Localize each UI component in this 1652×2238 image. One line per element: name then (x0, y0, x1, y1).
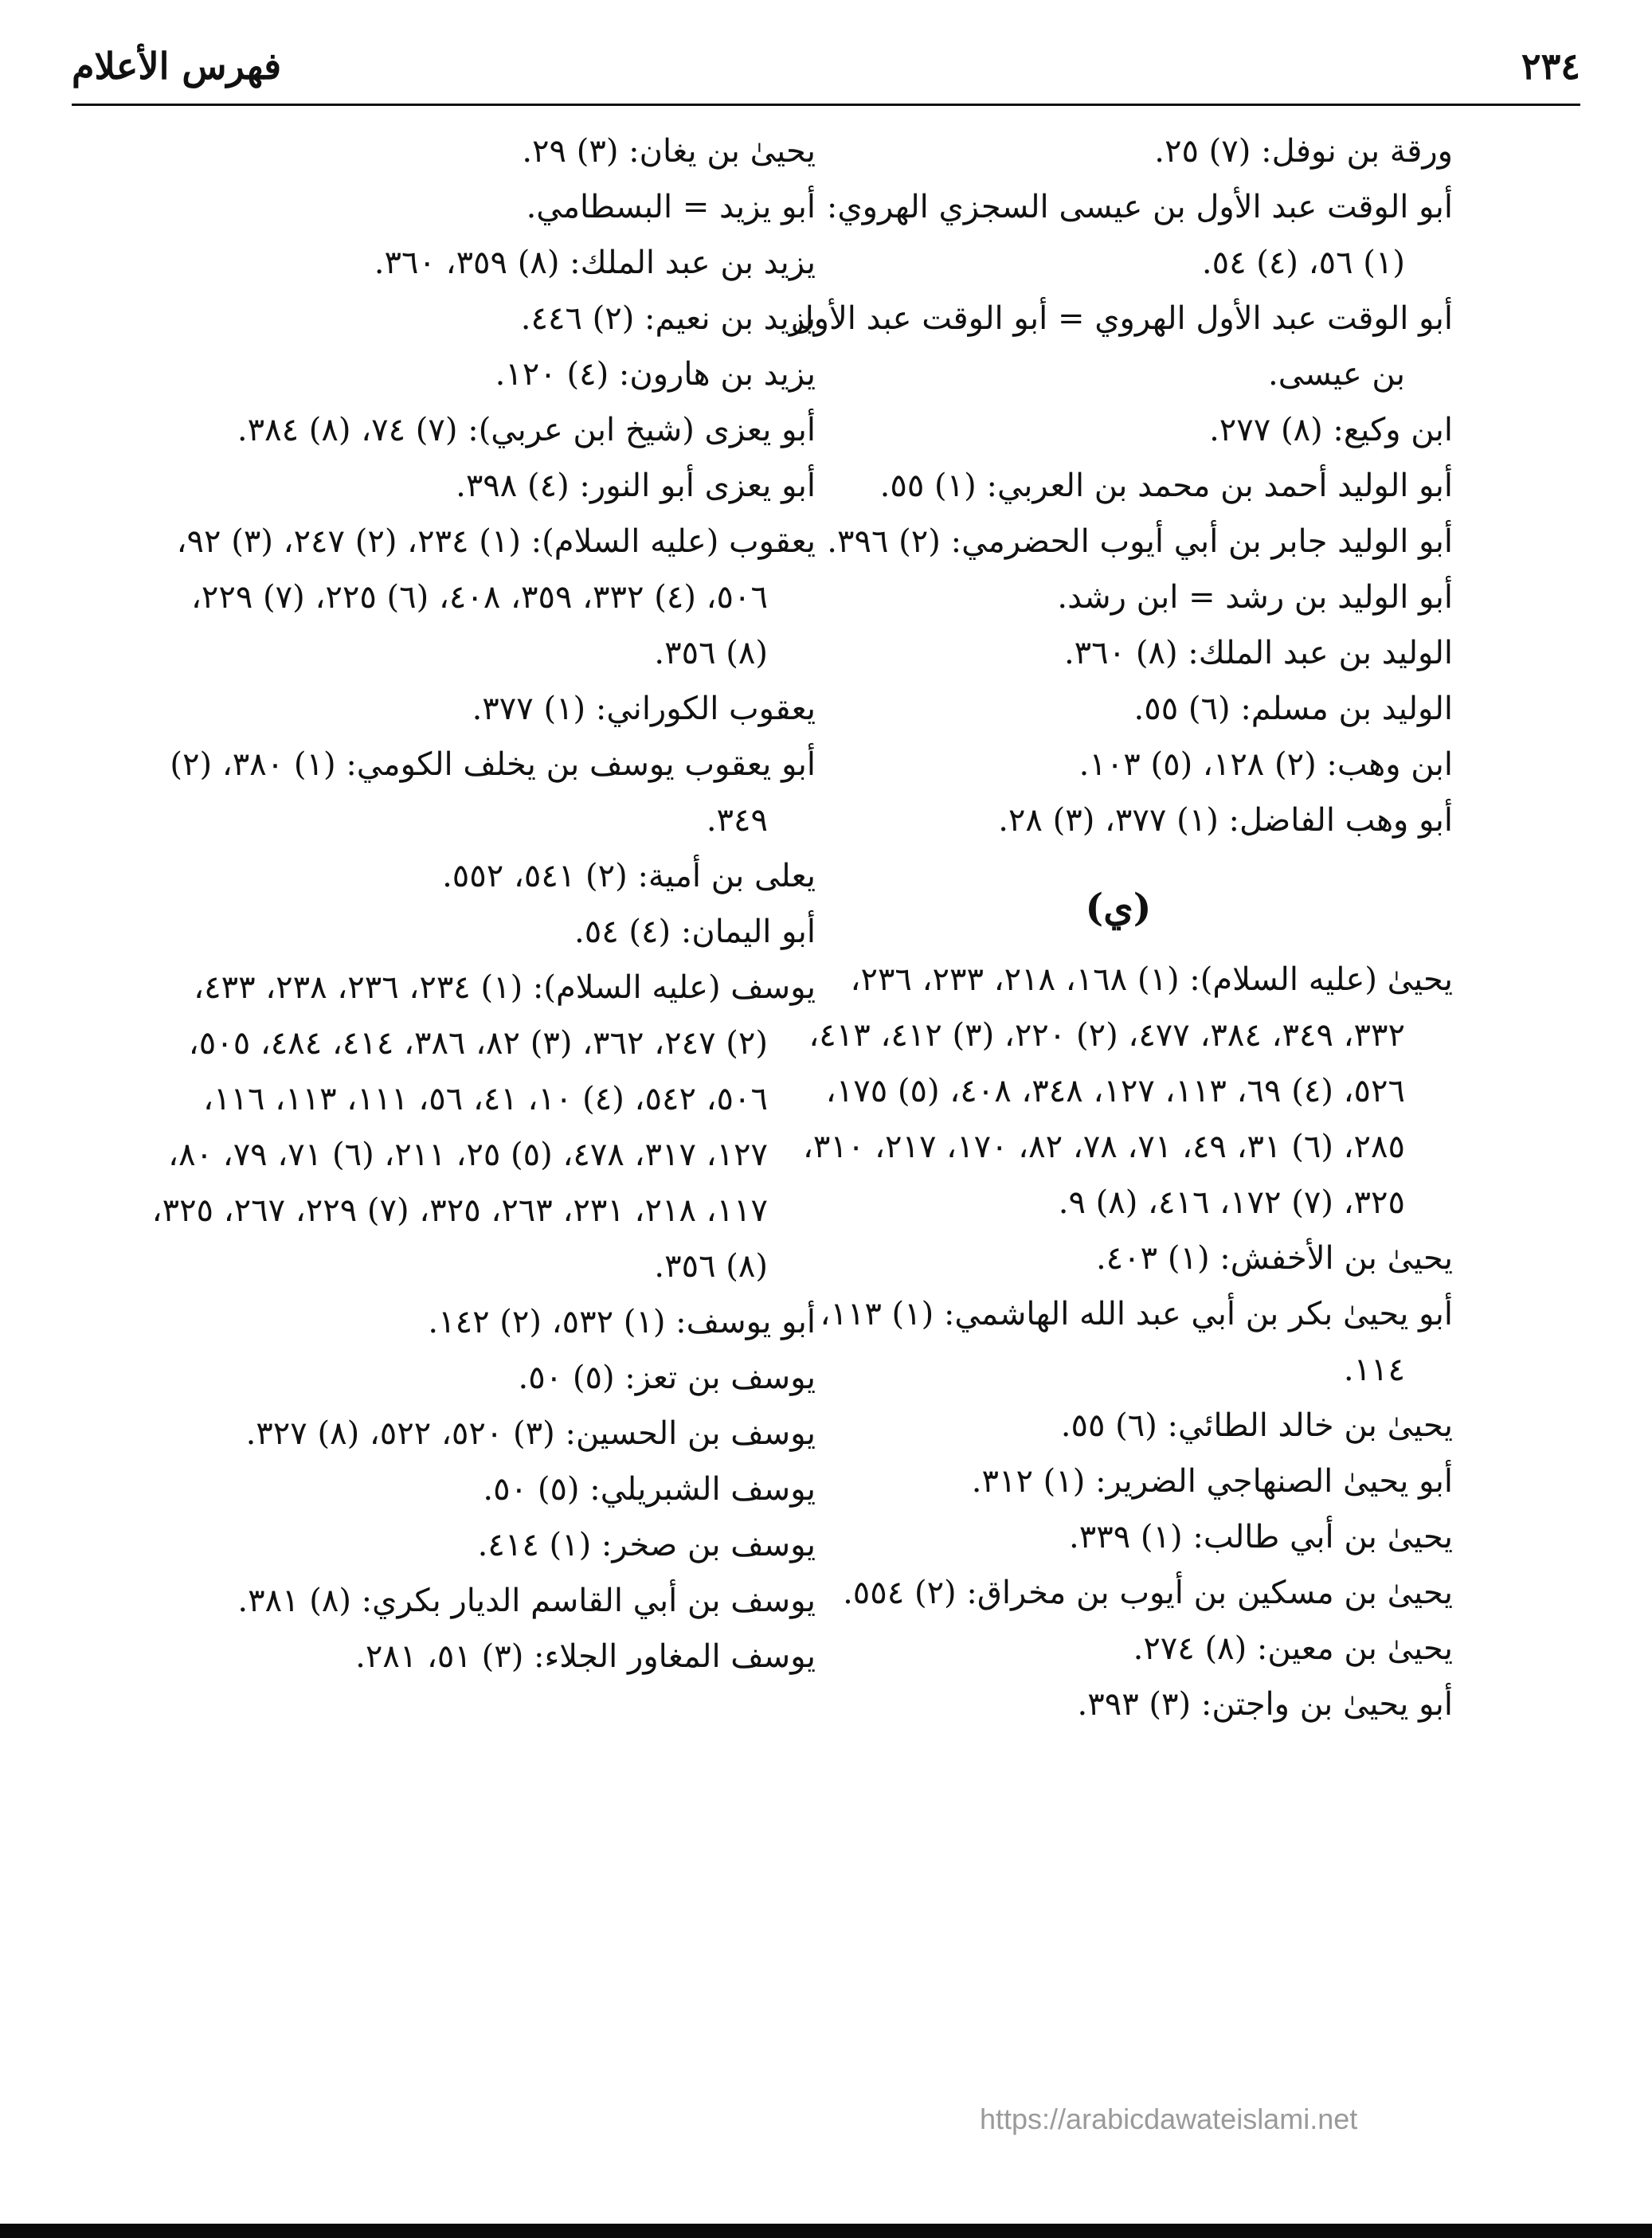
index-entry: يزيد بن نعيم: (٢) ٤٤٦. (520, 300, 816, 337)
index-entry: الوليد بن مسلم: (٦) ٥٥. (1133, 691, 1453, 727)
index-entry: يحيىٰ (عليه السلام): (١) ١٦٨، ٢١٨، ٢٣٣، ٢٣٦، ٣٣٢، ٣٤٩، ٣٨٤، ٤٧٧، (٢) ٢٢٠، (٣) ٤١٢، ٤١٣، ٥٢٦، (٤) ٦٩، ١١٣، ١٢٧، ٣٤٨، ٤٠٨، (٥) ١٧٥، ٢٨٥، (٦) ٣١، ٤٩، ٧١، ٧٨، ٨٢، ١٧٠، ٢١٧، ٣١٠، ٣٢٥، (٧) ١٧٢، ٤١٦، (٨) ٩. (803, 961, 1453, 1221)
index-entry: أبو وهب الفاضل: (١) ٣٧٧، (٣) ٢٨. (998, 802, 1453, 839)
index-entry: أبو اليمان: (٤) ٥٤. (574, 914, 816, 950)
scan-edge-bar (0, 2224, 1652, 2238)
index-entry: أبو الوليد جابر بن أبي أيوب الحضرمي: (٢) ٣٩٦. (827, 523, 1453, 560)
index-entry: أبو الوقت عبد الأول الهروي = أبو الوقت عبد الأول بن عيسى. (790, 300, 1453, 393)
index-entry: يوسف بن صخر: (١) ٤١٤. (477, 1527, 816, 1563)
index-entry: ابن وهب: (٢) ١٢٨، (٥) ١٠٣. (1078, 746, 1453, 783)
index-entry: أبو الوليد أحمد بن محمد بن العربي: (١) ٥٥. (879, 468, 1453, 504)
index-entry: يحيىٰ بن خالد الطائي: (٦) ٥٥. (1060, 1407, 1453, 1444)
index-entry: أبو يزيد = البسطامي. (526, 189, 816, 225)
left-column (147, 123, 816, 1684)
index-entry: يحيىٰ بن مسكين بن أيوب بن مخراق: (٢) ٥٥٤. (843, 1575, 1453, 1611)
index-entry: أبو الوقت عبد الأول بن عيسى السجزي الهروي: (١) ٥٦، (٤) ٥٤. (826, 189, 1453, 281)
index-entry: ابن وكيع: (٨) ٢٧٧. (1209, 412, 1453, 448)
index-entry: يوسف بن تعز: (٥) ٥٠. (518, 1360, 816, 1396)
index-entry: أبو يعقوب يوسف بن يخلف الكومي: (١) ٣٨٠، (٢) ٣٤٩. (170, 746, 816, 839)
index-entry: يوسف بن الحسين: (٣) ٥٢٠، ٥٢٢، (٨) ٣٢٧. (245, 1415, 816, 1452)
index-entry: يزيد بن هارون: (٤) ١٢٠. (495, 356, 816, 393)
index-entry: يوسف المغاور الجلاء: (٣) ٥١، ٢٨١. (355, 1638, 816, 1675)
page-number: ٢٣٤ (1521, 45, 1580, 88)
index-entry: أبو يحيىٰ بكر بن أبي عبد الله الهاشمي: (١) ١١٣، ١١٤. (820, 1296, 1453, 1388)
index-entry: أبو يوسف: (١) ٥٣٢، (٢) ١٤٢. (428, 1304, 816, 1340)
section-letter-heading: (ي) (1085, 886, 1152, 930)
index-entry: يوسف بن أبي القاسم الديار بكري: (٨) ٣٨١. (237, 1583, 816, 1619)
index-entry: ورقة بن نوفل: (٧) ٢٥. (1154, 133, 1453, 170)
index-entry: يعلى بن أمية: (٢) ٥٤١، ٥٥٢. (442, 858, 816, 894)
page-header (72, 40, 1580, 106)
watermark-url: https://arabicdawateislami.net (980, 2103, 1358, 2135)
index-entry: أبو يعزى (شيخ ابن عربي): (٧) ٧٤، (٨) ٣٨٤. (237, 412, 816, 448)
index-entry: يحيىٰ بن يغان: (٣) ٢٩. (522, 133, 816, 170)
index-entry: يزيد بن عبد الملك: (٨) ٣٥٩، ٣٦٠. (374, 245, 816, 281)
index-entry: يوسف الشبريلي: (٥) ٥٠. (483, 1471, 816, 1508)
index-entry: يحيىٰ بن معين: (٨) ٢٧٤. (1133, 1630, 1453, 1667)
index-entry: يعقوب الكوراني: (١) ٣٧٧. (472, 691, 816, 727)
index-entry: أبو الوليد بن رشد = ابن رشد. (1057, 579, 1453, 616)
index-entry: الوليد بن عبد الملك: (٨) ٣٦٠. (1063, 635, 1453, 671)
running-title: فهرس الأعلام (72, 45, 282, 88)
index-entry: أبو يحيىٰ بن واجتن: (٣) ٣٩٣. (1077, 1686, 1453, 1723)
index-entry: يعقوب (عليه السلام): (١) ٢٣٤، (٢) ٢٤٧، (٣) ٩٢، ٥٠٦، (٤) ٣٣٢، ٣٥٩، ٤٠٨، (٦) ٢٢٥، (٧) ٢٢٩، (٨) ٣٥٦. (176, 523, 816, 671)
index-entry: أبو يعزى أبو النور: (٤) ٣٩٨. (456, 468, 816, 504)
index-entry: يحيىٰ بن أبي طالب: (١) ٣٣٩. (1069, 1519, 1453, 1555)
index-entry: أبو يحيىٰ الصنهاجي الضرير: (١) ٣١٢. (971, 1463, 1453, 1500)
right-column (784, 123, 1453, 1732)
index-entry: يوسف (عليه السلام): (١) ٢٣٤، ٢٣٦، ٢٣٨، ٤٣٣، (٢) ٢٤٧، ٣٦٢، (٣) ٨٢، ٣٨٦، ٤١٤، ٤٨٤، ٥٠٥، ٥٠٦، ٥٤٢، (٤) ١٠، ٤١، ٥٦، ١١١، ١١٣، ١١٦، ١٢٧، ٣١٧، ٤٧٨، (٥) ٢٥، ٢١١، (٦) ٧١، ٧٩، ٨٠، ١١٧، ٢١٨، ٢٣١، ٢٦٣، ٣٢٥، (٧) ٢٢٩، ٢٦٧، ٣٢٥، (٨) ٣٥٦. (151, 969, 816, 1285)
index-entry: يحيىٰ بن الأخفش: (١) ٤٠٣. (1095, 1240, 1453, 1277)
